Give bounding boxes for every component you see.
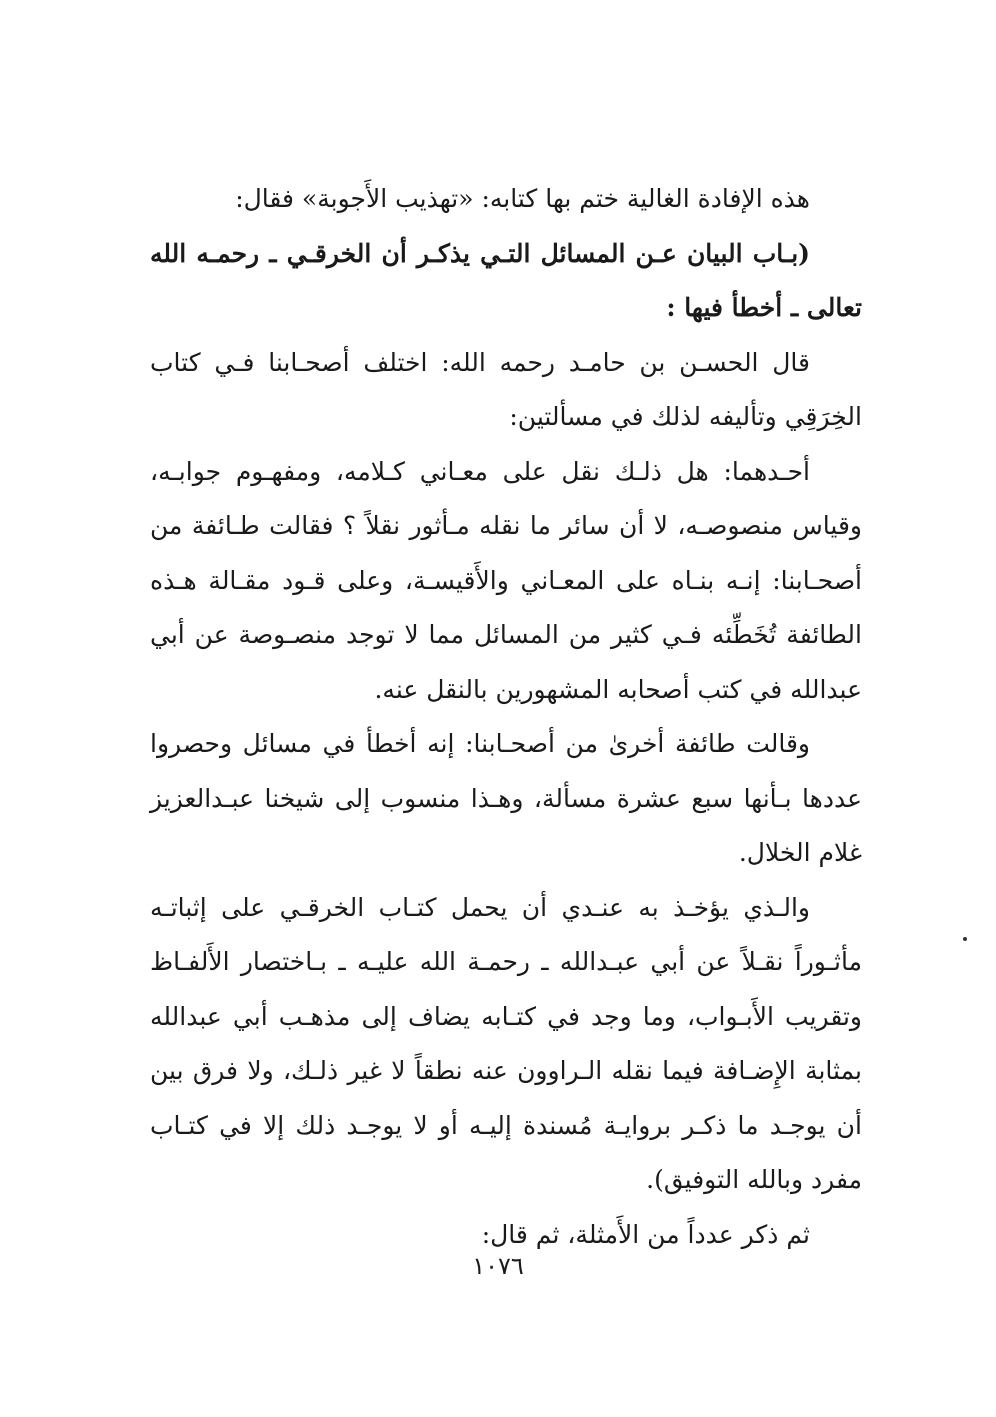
paragraph-hasan-quote: قال الحسـن بن حامـد رحمه الله: اختلف أصحـابنا فـي كتاب الخِرَقِي وتأليفه لذلك في مسألتين: [150, 347, 862, 431]
scan-speck [963, 937, 967, 941]
paragraph-first-opinion: أحـدهما: هل ذلـك نقل على معـاني كـلامه، ومفهـوم جوابـه، وقياس منصوصـه، لا أن سائر ما نقله مـأثور نقلاً ؟ فقالت طـائفة من أصحـابنا: إنـه بنـاه على المعـاني والأَقيسـة، وعلى قـود مقـالة هـذه الطائفة تُخَطِّئه فـي كثير من المسائل مما لا توجد منصـوصة عن أبي عبدالله في كتب أصحابه المشهورين بالنقل عنه. [150, 456, 862, 704]
paragraph-chapter-heading: (بـاب البيان عـن المسائل التـي يذكـر أن الخرقـي ـ رحمـه الله تعالى ـ أخطأ فيها : [150, 238, 862, 322]
paragraph-second-opinion: وقالت طائفة أخرىٰ من أصحـابنا: إنه أخطأ في مسائل وحصروا عددها بـأنها سبع عشرة مسألة، وهـذا منسوب إلى شيخنا عبـدالعزيز غلام الخلال. [150, 729, 862, 867]
paragraph-intro: هذه الإفادة الغالية ختم بها كتابه: «تهذيب الأَجوبة» فقال: [235, 184, 810, 213]
page-number: ١٠٧٦ [472, 1252, 524, 1280]
body-text [150, 172, 862, 1262]
paragraph-examples: ثم ذكر عدداً من الأَمثلة، ثم قال: [481, 1219, 810, 1249]
paragraph-author-view: والـذي يؤخـذ به عنـدي أن يحمل كتـاب الخرقـي على إثباتـه مأثـوراً نقـلاً عن أبي عبـدالله ـ رحمـة الله عليـه ـ بـاختصار الأَلفـاظ وتقريب الأَبـواب، وما وجد في كتـابه يضاف إلى مذهـب أبي عبدالله بمثابة الإِضـافة فيما نقله الـراوون عنه نطقاً لا غير ذلـك، ولا فرق بين أن يوجـد ما ذكـر بروايـة مُسندة إليـه أو لا يوجـد ذلك إلا في كتـاب مفرد وبالله التوفيق). [150, 892, 862, 1194]
